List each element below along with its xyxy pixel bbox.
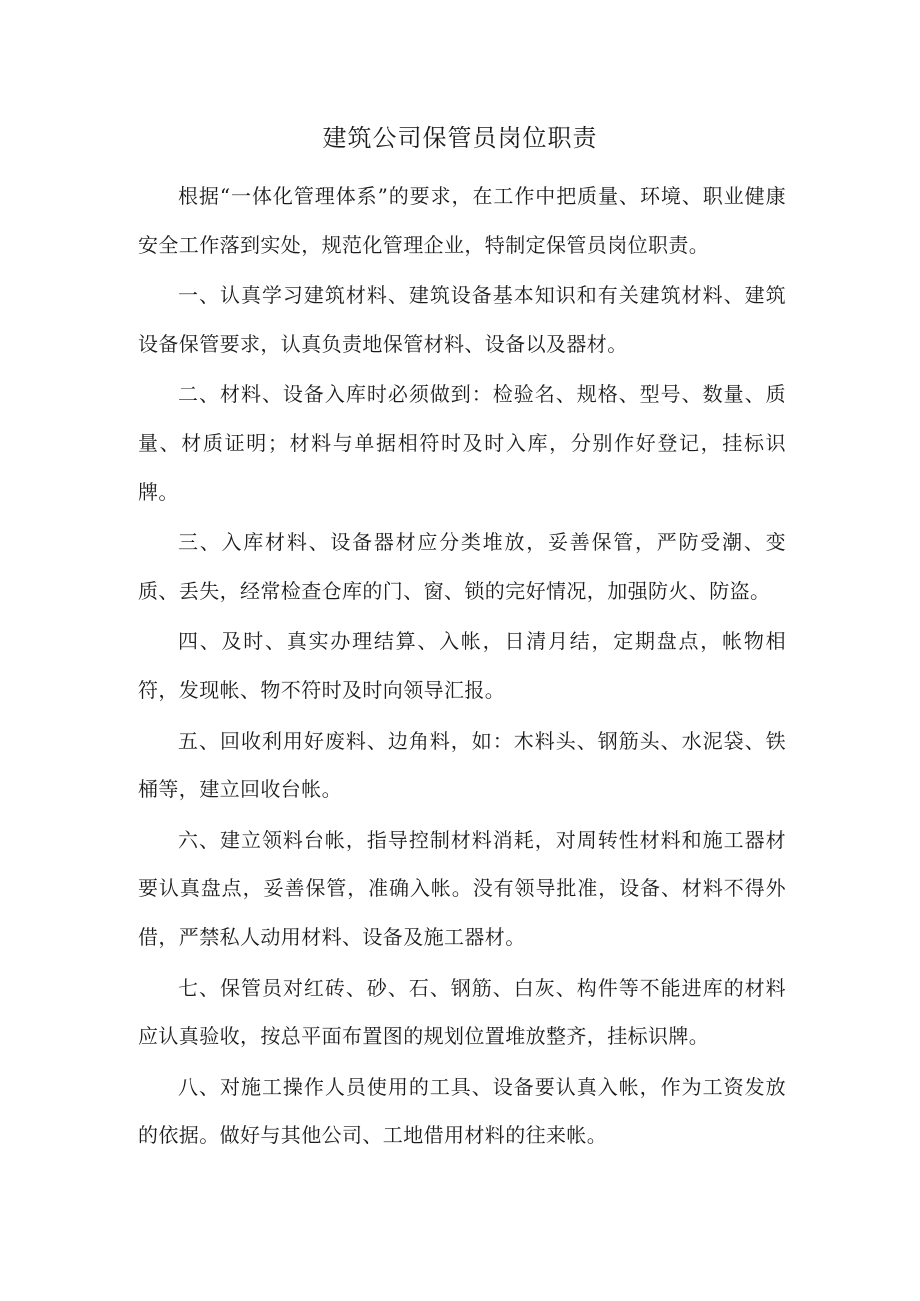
duty-item-7: 七、保管员对红砖、砂、石、钢筋、白灰、构件等不能进库的材料应认真验收，按总平面布置图的规划位置堆放整齐，挂标识牌。 <box>138 975 786 1049</box>
document-title: 建筑公司保管员岗位职责 <box>322 124 598 152</box>
duty-item-5: 五、回收利用好废料、边角料，如：木料头、钢筋头、水泥袋、铁桶等，建立回收台帐。 <box>138 728 786 802</box>
duty-item-2: 二、材料、设备入库时必须做到：检验名、规格、型号、数量、质量、材质证明；材料与单据相符时及时入库，分别作好登记，挂标识牌。 <box>138 382 786 504</box>
intro-paragraph: 根据“一体化管理体系”的要求，在工作中把质量、环境、职业健康安全工作落到实处，规范化管理企业，特制定保管员岗位职责。 <box>138 184 786 257</box>
duty-item-6: 六、建立领料台帐，指导控制材料消耗，对周转性材料和施工器材要认真盘点，妥善保管，准确入帐。没有领导批准，设备、材料不得外借，严禁私人动用材料、设备及施工器材。 <box>138 827 786 949</box>
duty-item-1: 一、认真学习建筑材料、建筑设备基本知识和有关建筑材料、建筑设备保管要求，认真负责地保管材料、设备以及器材。 <box>138 283 786 356</box>
duty-item-3: 三、入库材料、设备器材应分类堆放，妥善保管，严防受潮、变质、丢失，经常检查仓库的门、窗、锁的完好情况，加强防火、防盗。 <box>138 530 786 603</box>
duty-item-8: 八、对施工操作人员使用的工具、设备要认真入帐，作为工资发放的依据。做好与其他公司、工地借用材料的往来帐。 <box>138 1074 786 1148</box>
document-body <box>138 172 786 1162</box>
duty-item-4: 四、及时、真实办理结算、入帐，日清月结，定期盘点，帐物相符，发现帐、物不符时及时向领导汇报。 <box>138 629 786 702</box>
